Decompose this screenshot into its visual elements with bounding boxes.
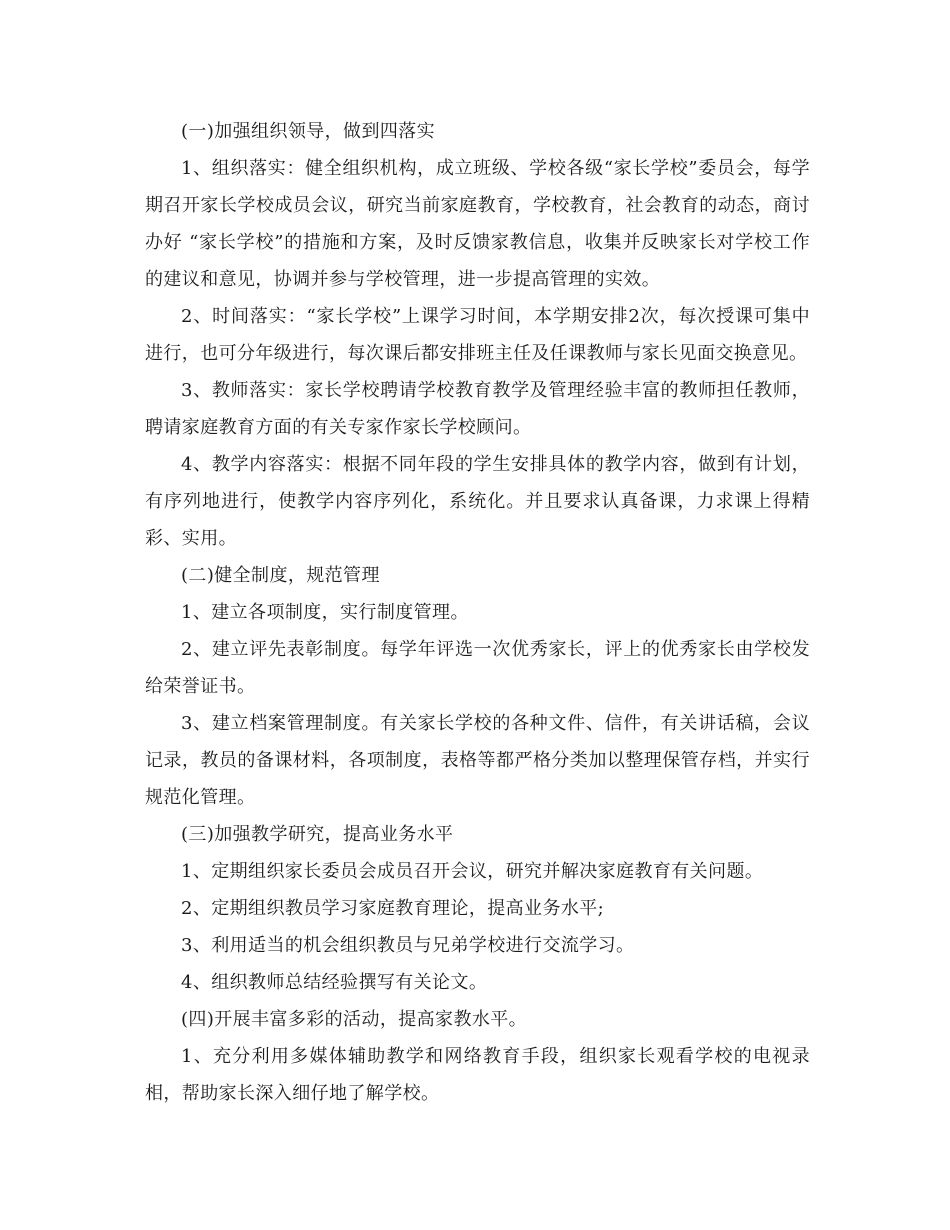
- document-body: [145, 113, 810, 1112]
- paragraph-teachers: 3、教师落实：家长学校聘请学校教育教学及管理经验丰富的教师担任教师，聘请家庭教育方面的有关专家作家长学校顾问。: [145, 380, 810, 438]
- paragraph-awards: 2、建立评先表彰制度。每学年评选一次优秀家长，评上的优秀家长由学校发给荣誉证书。: [145, 639, 810, 697]
- paragraph-archives: 3、建立档案管理制度。有关家长学校的各种文件、信件，有关讲话稿，会议记录，教员的备课材料，各项制度，表格等都严格分类加以整理保管存档，并实行规范化管理。: [145, 713, 810, 808]
- paragraph-multimedia: 1、充分利用多媒体辅助教学和网络教育手段，组织家长观看学校的电视录相，帮助家长深入细仔地了解学校。: [145, 1046, 810, 1104]
- section-heading-2: (二)健全制度，规范管理: [181, 565, 380, 586]
- section-heading-4: (四)开展丰富多彩的活动，提高家教水平。: [181, 1009, 528, 1030]
- paragraph-theory: 2、定期组织教员学习家庭教育理论，提高业务水平;: [181, 898, 605, 919]
- paragraph-committee: 1、定期组织家长委员会成员召开会议，研究并解决家庭教育有关问题。: [181, 861, 764, 882]
- paragraph-time: 2、时间落实：“家长学校”上课学习时间，本学期安排2次，每次授课可集中进行，也可分年级进行，每次课后都安排班主任及任课教师与家长见面交换意见。: [145, 306, 810, 364]
- section-heading-1: (一)加强组织领导，做到四落实: [181, 121, 436, 142]
- paragraph-exchange: 3、利用适当的机会组织教员与兄弟学校进行交流学习。: [181, 935, 635, 956]
- paragraph-organization: 1、组织落实：健全组织机构，成立班级、学校各级“家长学校”委员会，每学期召开家长学校成员会议，研究当前家庭教育，学校教育，社会教育的动态，商讨办好 “家长学校”的措施和方案，及时反馈家教信息，收集并反映家长对学校工作的建议和意见，协调并参与学校管理，进一步提高管理的实效。: [145, 158, 810, 290]
- paragraph-content: 4、教学内容落实：根据不同年段的学生安排具体的教学内容，做到有计划，有序列地进行，使教学内容序列化，系统化。并且要求认真备课，力求课上得精彩、实用。: [145, 454, 810, 549]
- paragraph-rules: 1、建立各项制度，实行制度管理。: [181, 602, 469, 623]
- paragraph-papers: 4、组织教师总结经验撰写有关论文。: [181, 972, 488, 993]
- section-heading-3: (三)加强教学研究，提高业务水平: [181, 824, 454, 845]
